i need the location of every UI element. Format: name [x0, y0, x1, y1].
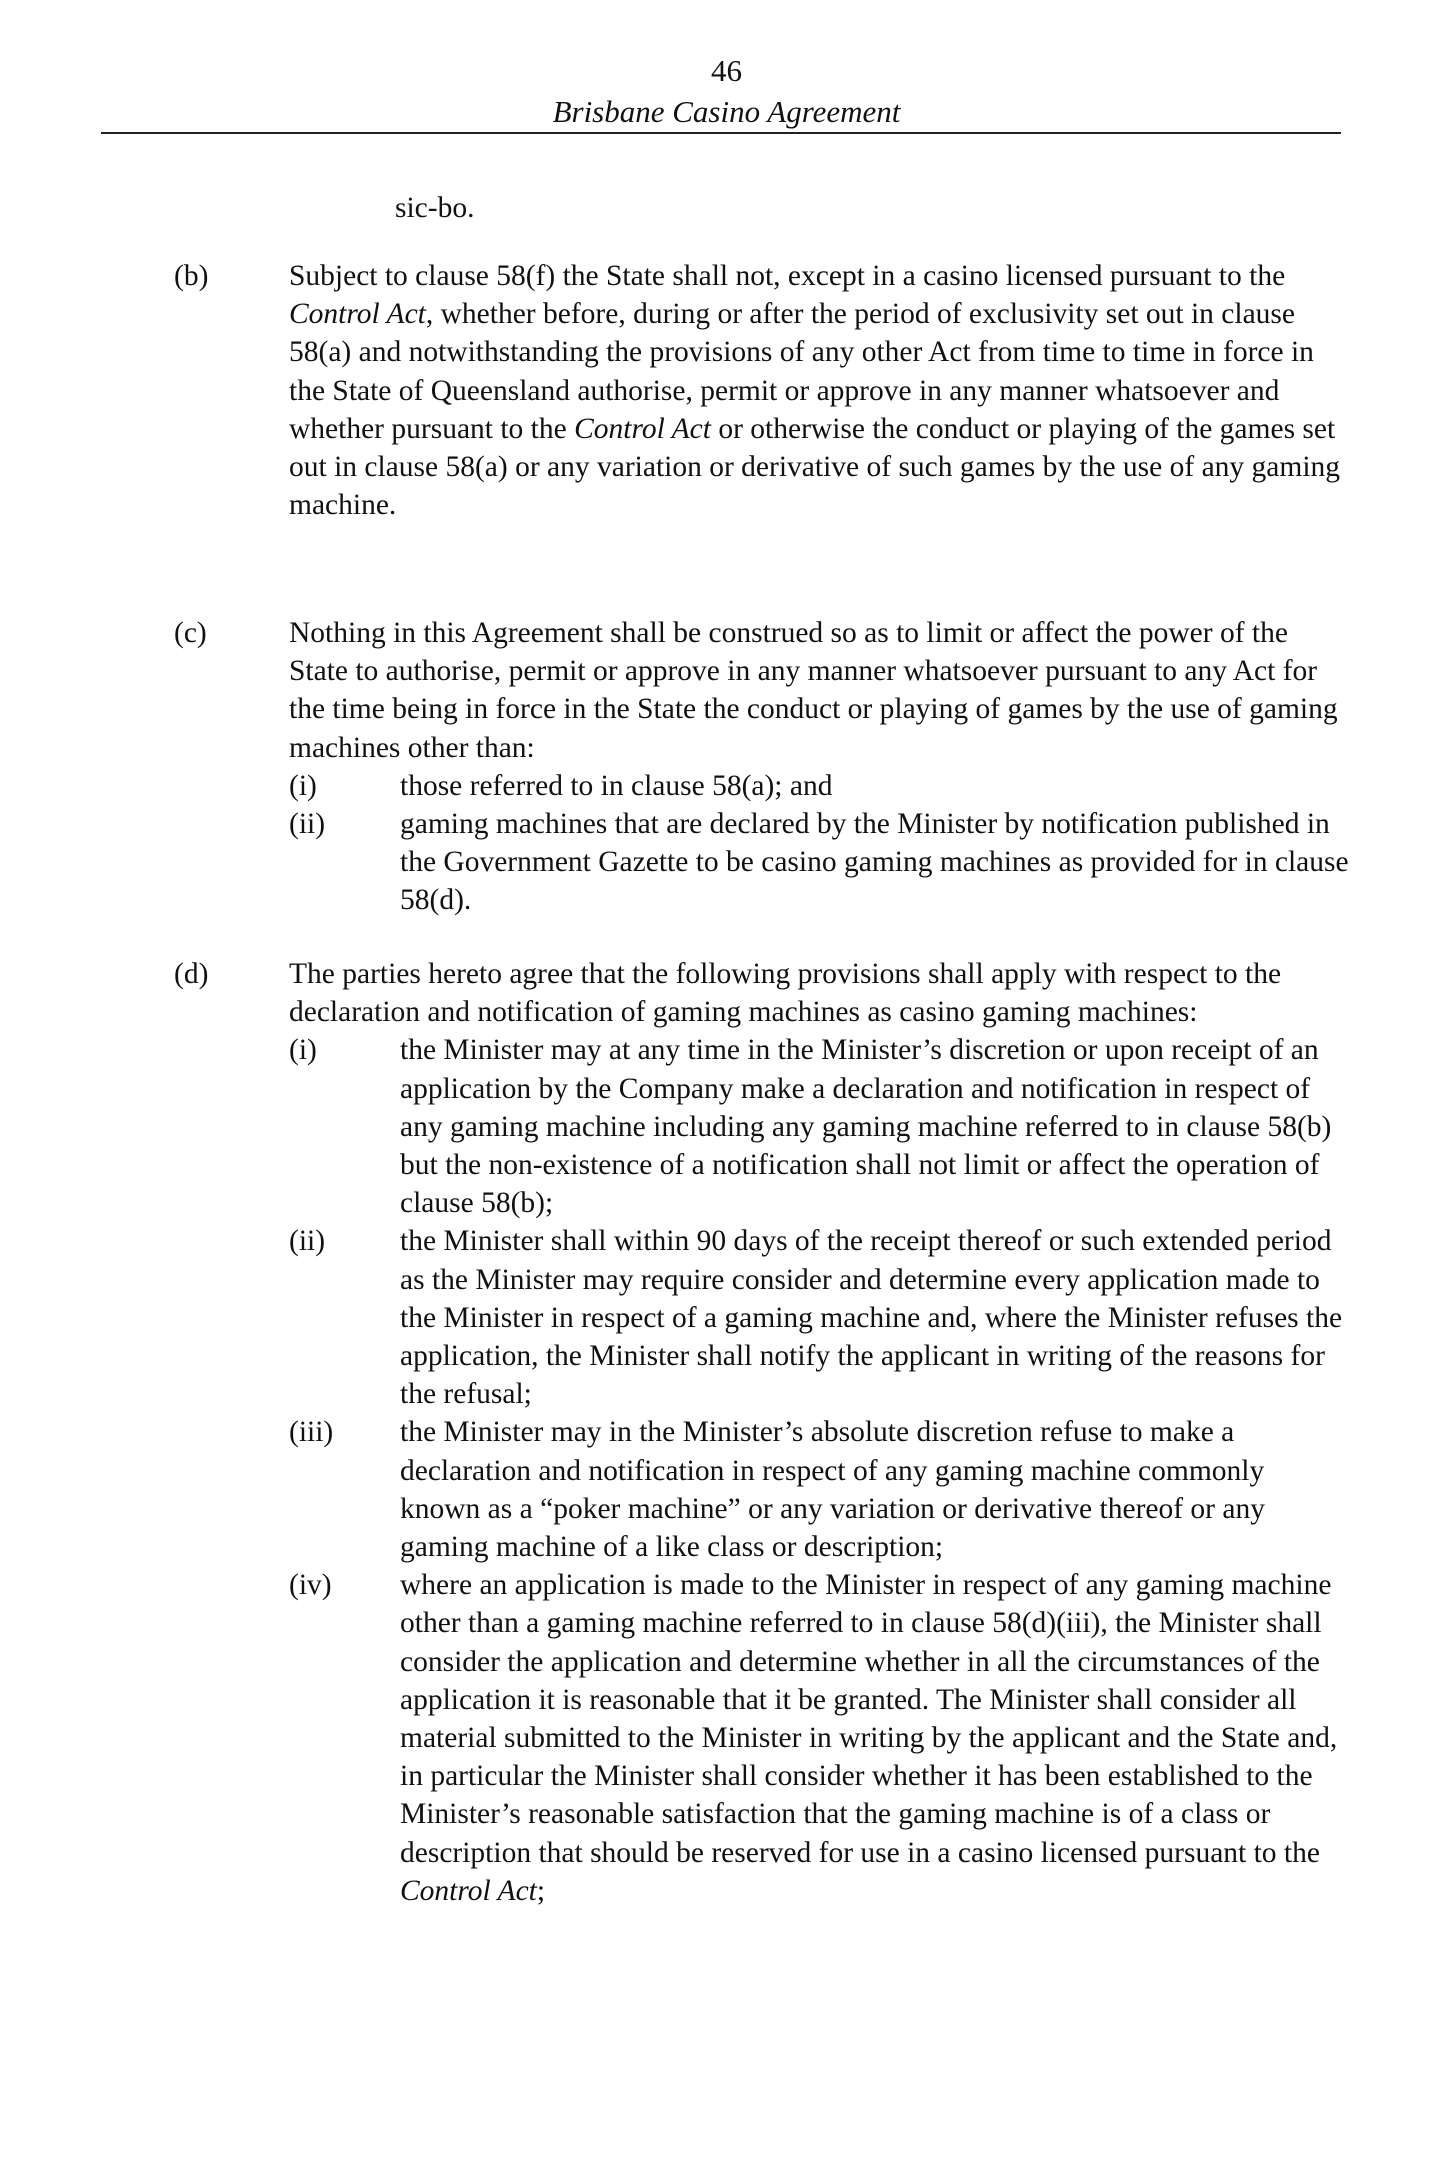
- continuation-text: sic-bo.: [395, 192, 475, 224]
- running-header-title: Brisbane Casino Agreement: [552, 94, 901, 129]
- item-text: the Minister may at any time in the Minister’s discretion or upon receipt of an application by the Company make a declaration and notification in respect of any gaming machine including any gaming machine referred to in clause 58(b) but the non-existence of a notification shall not limit or affect the operation of clause 58(b);: [400, 1034, 1332, 1220]
- page-number: 46: [711, 53, 742, 88]
- item-text: the Minister shall within 90 days of the receipt thereof or such extended period as the Minister may require consider and determine every application made to the Minister in respect of a gaming machine and, where the Minister refuses the application, the Minister shall notify the applicant in writing of the reasons for the refusal;: [400, 1225, 1343, 1411]
- act-name: Control Act: [400, 1874, 537, 1907]
- list-item: [0, 1031, 1453, 1222]
- list-item: [0, 1413, 1453, 1566]
- text-run: Subject to clause 58(f) the State shall not, except in a casino licensed pursuant to the: [289, 260, 1286, 292]
- item-text: gaming machines that are declared by the Minister by notification published in the Government Gazette to be casino gaming machines as provided for in clause 58(d).: [400, 808, 1349, 917]
- paragraph-label: (c): [174, 617, 207, 649]
- paragraph-label: (d): [174, 958, 209, 990]
- paragraph-text: Nothing in this Agreement shall be construed so as to limit or affect the power of the State to authorise, permit or approve in any manner whatsoever pursuant to any Act for the time being in force in the State the conduct or playing of games by the use of gaming machines other than:: [289, 617, 1338, 764]
- paragraph-text: The parties hereto agree that the following provisions shall apply with respect to the declaration and notification of gaming machines as casino gaming machines:: [289, 958, 1282, 1029]
- item-text: [400, 1566, 1350, 1910]
- item-text: those referred to in clause 58(a); and: [400, 769, 833, 802]
- list-item: [0, 805, 1453, 920]
- text-run: or otherwise the conduct or playing of the games set out in clause 58(a) or any variation or derivative of such games by the use of any gaming machine.: [289, 412, 1341, 522]
- item-text: the Minister may in the Minister’s absolute discretion refuse to make a declaration and notification in respect of any gaming machine commonly known as a “poker machine” or any variation or derivative thereof or any gaming machine of a like class or description;: [400, 1416, 1265, 1564]
- item-label: (ii): [289, 1225, 326, 1258]
- header-rule: [101, 132, 1341, 134]
- paragraph-c: [0, 614, 1453, 920]
- list-item: [0, 1222, 1453, 1413]
- text-run: , whether before, during or after the period of exclusivity set out in clause 58(a) and notwithstanding the provisions of any other Act from time to time in force in the State of Queensland authorise, permit or approve in any manner whatsoever and whether pursuant to the: [289, 298, 1314, 445]
- text-run: where an application is made to the Minister in respect of any gaming machine other than a gaming machine referred to in clause 58(d)(iii), the Minister shall consider the application and determine whether in all the circumstances of the application it is reasonable that it be granted. The Minister shall consider all material submitted to the Minister in writing by the applicant and the State and, in particular the Minister shall consider whether it has been established to the Minister’s reasonable satisfaction that the gaming machine is of a class or description that should be reserved for use in a casino licensed pursuant to the: [400, 1569, 1338, 1869]
- item-label: (iv): [289, 1569, 332, 1602]
- item-label: (iii): [289, 1416, 334, 1449]
- paragraph-d: [0, 955, 1453, 1910]
- act-name: Control Act: [574, 412, 711, 445]
- act-name: Control Act: [289, 298, 426, 331]
- list-item: [0, 1566, 1453, 1910]
- paragraph-text: [289, 257, 1349, 524]
- item-label: (ii): [289, 808, 326, 841]
- paragraph-label: (b): [174, 260, 209, 292]
- text-run: ;: [536, 1874, 546, 1907]
- item-label: (i): [289, 769, 317, 802]
- list-item: [0, 767, 1453, 805]
- item-label: (i): [289, 1034, 317, 1067]
- paragraph-b: [0, 257, 1453, 524]
